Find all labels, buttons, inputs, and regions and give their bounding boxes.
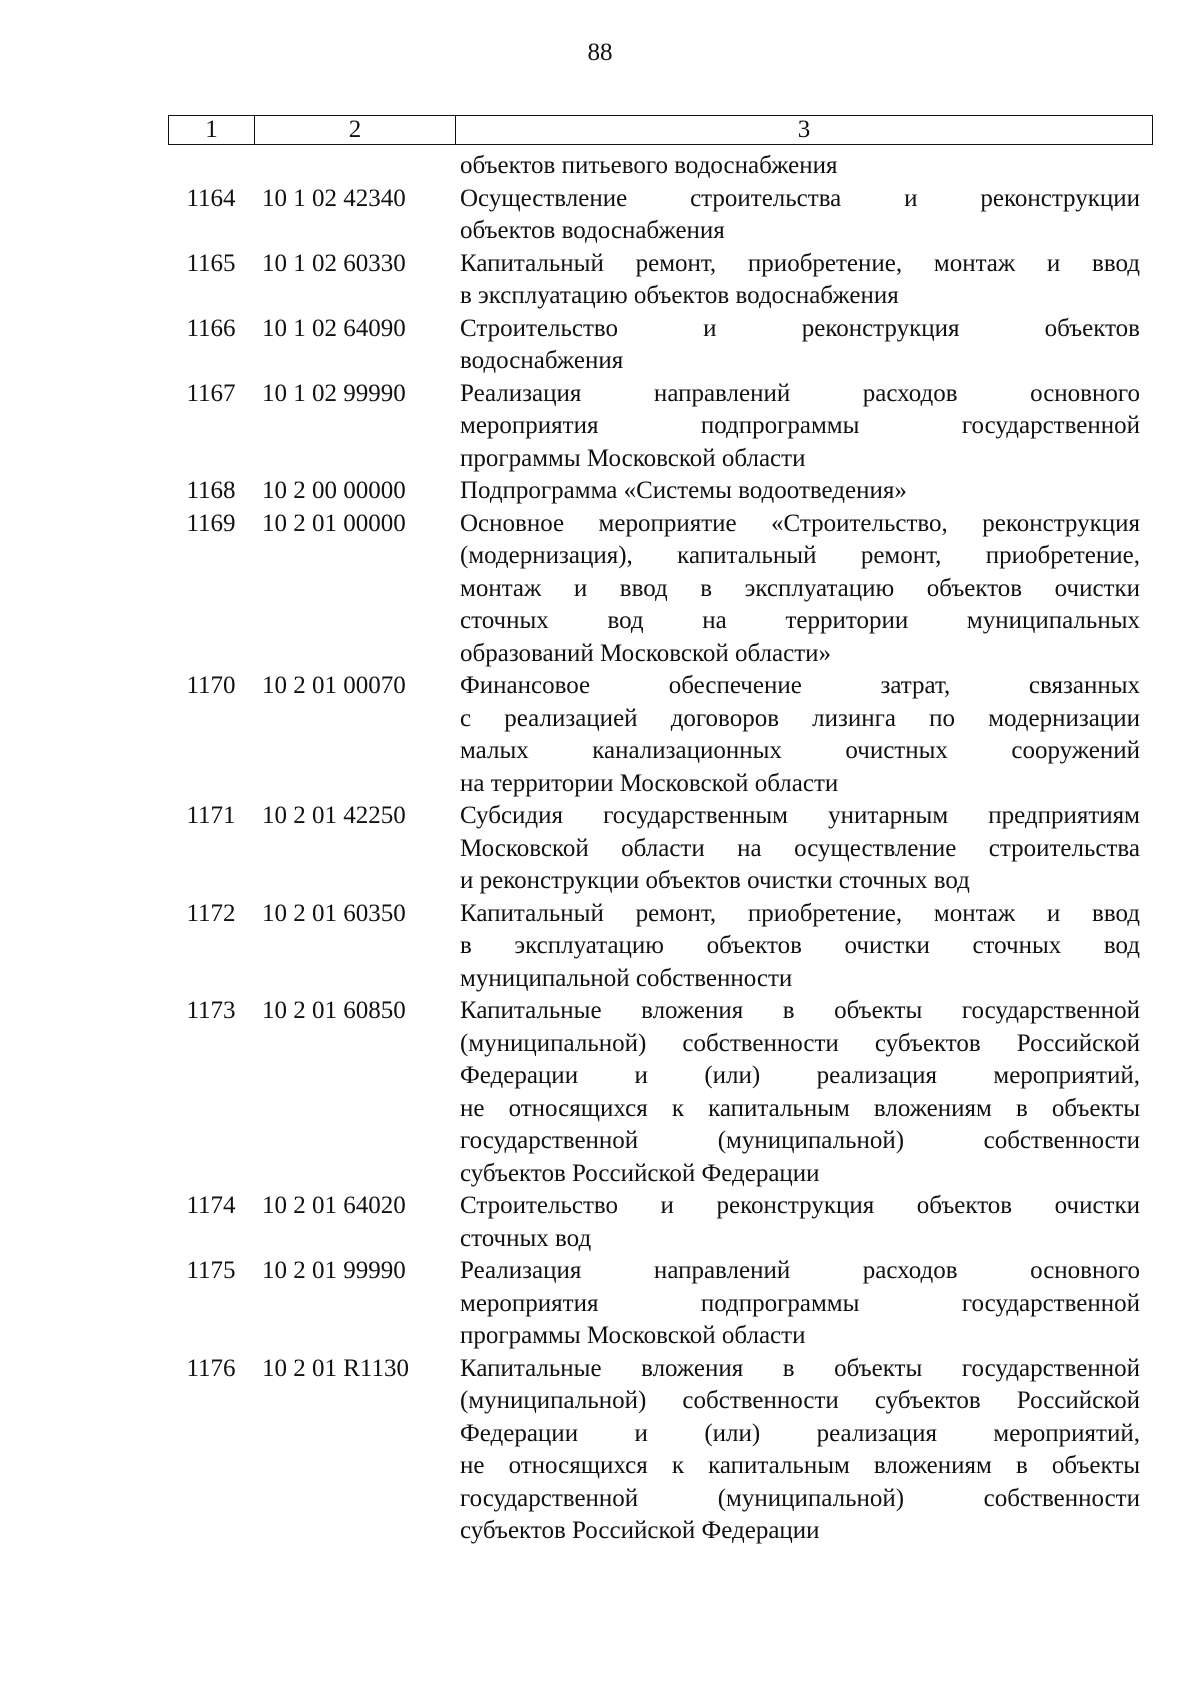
row-number xyxy=(168,150,254,183)
row-description xyxy=(458,150,1140,183)
table-row xyxy=(168,1190,1153,1255)
row-description xyxy=(458,183,1140,248)
row-number: 1168 xyxy=(186,477,236,504)
description-line: Капитальный ремонт, приобретение, монтаж и ввод xyxy=(460,249,1140,277)
description-line: Московской области на осуществление строительства xyxy=(460,834,1140,862)
budget-code: 10 1 02 42340 xyxy=(262,184,406,212)
description-line: субъектов Российской Федерации xyxy=(460,1517,820,1544)
description-line: муниципальной собственности xyxy=(460,964,793,992)
row-description xyxy=(458,378,1140,476)
table-row xyxy=(168,670,1153,800)
row-description xyxy=(458,898,1140,996)
description-line: государственной (муниципальной) собственности xyxy=(460,1127,1140,1154)
budget-code: 10 1 02 60330 xyxy=(262,249,406,277)
row-number: 1171 xyxy=(186,802,236,829)
budget-code: 10 2 01 00070 xyxy=(262,672,406,699)
row-number: 1167 xyxy=(186,379,236,407)
table-row xyxy=(168,248,1153,313)
description-line: Подпрограмма «Системы водоотведения» xyxy=(460,477,907,504)
table-row xyxy=(168,313,1153,378)
row-description xyxy=(458,670,1140,800)
description-line: государственной (муниципальной) собственности xyxy=(460,1484,1140,1512)
description-line: Строительство и реконструкция объектов xyxy=(460,314,1140,342)
description-line: сточных вод xyxy=(460,1224,592,1252)
row-number: 1175 xyxy=(186,1257,236,1284)
table-row xyxy=(168,800,1153,898)
description-line: (модернизация), капитальный ремонт, приобретение, xyxy=(460,542,1140,569)
description-line: Субсидия государственным унитарным предприятиям xyxy=(460,802,1140,829)
description-line: малых канализационных очистных сооружений xyxy=(460,737,1140,764)
budget-code: 10 1 02 99990 xyxy=(262,379,406,407)
table-body xyxy=(168,150,1153,1548)
description-line: (муниципальной) собственности субъектов Российской xyxy=(460,1387,1140,1414)
budget-code: 10 2 01 42250 xyxy=(262,802,406,829)
table-row xyxy=(168,1255,1153,1353)
row-number: 1166 xyxy=(186,314,236,342)
row-description xyxy=(458,313,1140,378)
description-line: программы Московской области xyxy=(460,1322,806,1349)
budget-code: 10 2 00 00000 xyxy=(262,477,406,504)
description-line: и реконструкции объектов очистки сточных вод xyxy=(460,867,970,894)
row-description xyxy=(458,1353,1140,1548)
row-description xyxy=(458,508,1140,671)
row-number: 1170 xyxy=(186,672,236,699)
row-number: 1173 xyxy=(186,997,236,1024)
row-description xyxy=(458,1255,1140,1353)
description-line: Основное мероприятие «Строительство, реконструкция xyxy=(460,509,1140,537)
description-line: Капитальные вложения в объекты государственной xyxy=(460,997,1140,1024)
description-line: Реализация направлений расходов основного xyxy=(460,1257,1140,1284)
description-line: не относящихся к капитальным вложениям в объекты xyxy=(460,1452,1140,1479)
header-col-2: 2 xyxy=(255,116,456,144)
row-description xyxy=(458,995,1140,1190)
row-number: 1172 xyxy=(186,899,236,927)
description-line: субъектов Российской Федерации xyxy=(460,1159,820,1187)
row-number: 1165 xyxy=(186,249,236,277)
budget-code xyxy=(254,150,458,183)
row-number: 1174 xyxy=(186,1192,236,1219)
description-line: Капитальный ремонт, приобретение, монтаж и ввод xyxy=(460,899,1140,927)
table-row xyxy=(168,378,1153,476)
description-line: Реализация направлений расходов основного xyxy=(460,379,1140,407)
description-line: объектов водоснабжения xyxy=(460,217,725,244)
description-line: Финансовое обеспечение затрат, связанных xyxy=(460,672,1140,699)
budget-code: 10 2 01 64020 xyxy=(262,1192,406,1219)
description-line: водоснабжения xyxy=(460,347,624,374)
description-line: на территории Московской области xyxy=(460,769,839,797)
description-line: не относящихся к капитальным вложениям в объекты xyxy=(460,1094,1140,1122)
budget-code: 10 2 01 60850 xyxy=(262,997,406,1024)
row-number: 1176 xyxy=(186,1354,236,1382)
budget-code: 10 2 01 00000 xyxy=(262,509,406,537)
budget-code: 10 2 01 99990 xyxy=(262,1257,406,1284)
row-number: 1169 xyxy=(186,509,236,537)
header-col-1: 1 xyxy=(169,116,255,144)
description-line: (муниципальной) собственности субъектов Российской xyxy=(460,1029,1140,1057)
description-line: Федерации и (или) реализация мероприятий, xyxy=(460,1062,1140,1089)
description-line: Капитальные вложения в объекты государственной xyxy=(460,1354,1140,1382)
budget-code: 10 2 01 R1130 xyxy=(262,1354,409,1382)
description-line: с реализацией договоров лизинга по модернизации xyxy=(460,704,1140,732)
row-description xyxy=(458,248,1140,313)
description-line: монтаж и ввод в эксплуатацию объектов очистки xyxy=(460,574,1140,602)
table-row xyxy=(168,150,1153,183)
row-description xyxy=(458,475,1140,508)
description-line: объектов питьевого водоснабжения xyxy=(460,152,838,179)
row-number: 1164 xyxy=(186,184,236,212)
table-row xyxy=(168,1353,1153,1548)
table-row xyxy=(168,898,1153,996)
budget-code: 10 2 01 60350 xyxy=(262,899,406,927)
row-description xyxy=(458,800,1140,898)
table-row xyxy=(168,475,1153,508)
table-row xyxy=(168,508,1153,671)
description-line: мероприятия подпрограммы государственной xyxy=(460,412,1140,439)
description-line: Федерации и (или) реализация мероприятий, xyxy=(460,1419,1140,1447)
description-line: Строительство и реконструкция объектов очистки xyxy=(460,1192,1140,1219)
table-header xyxy=(168,115,1153,145)
header-col-3: 3 xyxy=(797,116,811,143)
table-row xyxy=(168,183,1153,248)
description-line: Осуществление строительства и реконструкции xyxy=(460,184,1140,212)
description-line: в эксплуатацию объектов очистки сточных вод xyxy=(460,932,1140,959)
row-description xyxy=(458,1190,1140,1255)
description-line: в эксплуатацию объектов водоснабжения xyxy=(460,282,899,309)
description-line: программы Московской области xyxy=(460,444,806,472)
description-line: образований Московской области» xyxy=(460,639,832,667)
description-line: сточных вод на территории муниципальных xyxy=(460,607,1140,634)
description-line: мероприятия подпрограммы государственной xyxy=(460,1289,1140,1317)
table-row xyxy=(168,995,1153,1190)
page-number: 88 xyxy=(587,39,613,66)
budget-code: 10 1 02 64090 xyxy=(262,314,406,342)
